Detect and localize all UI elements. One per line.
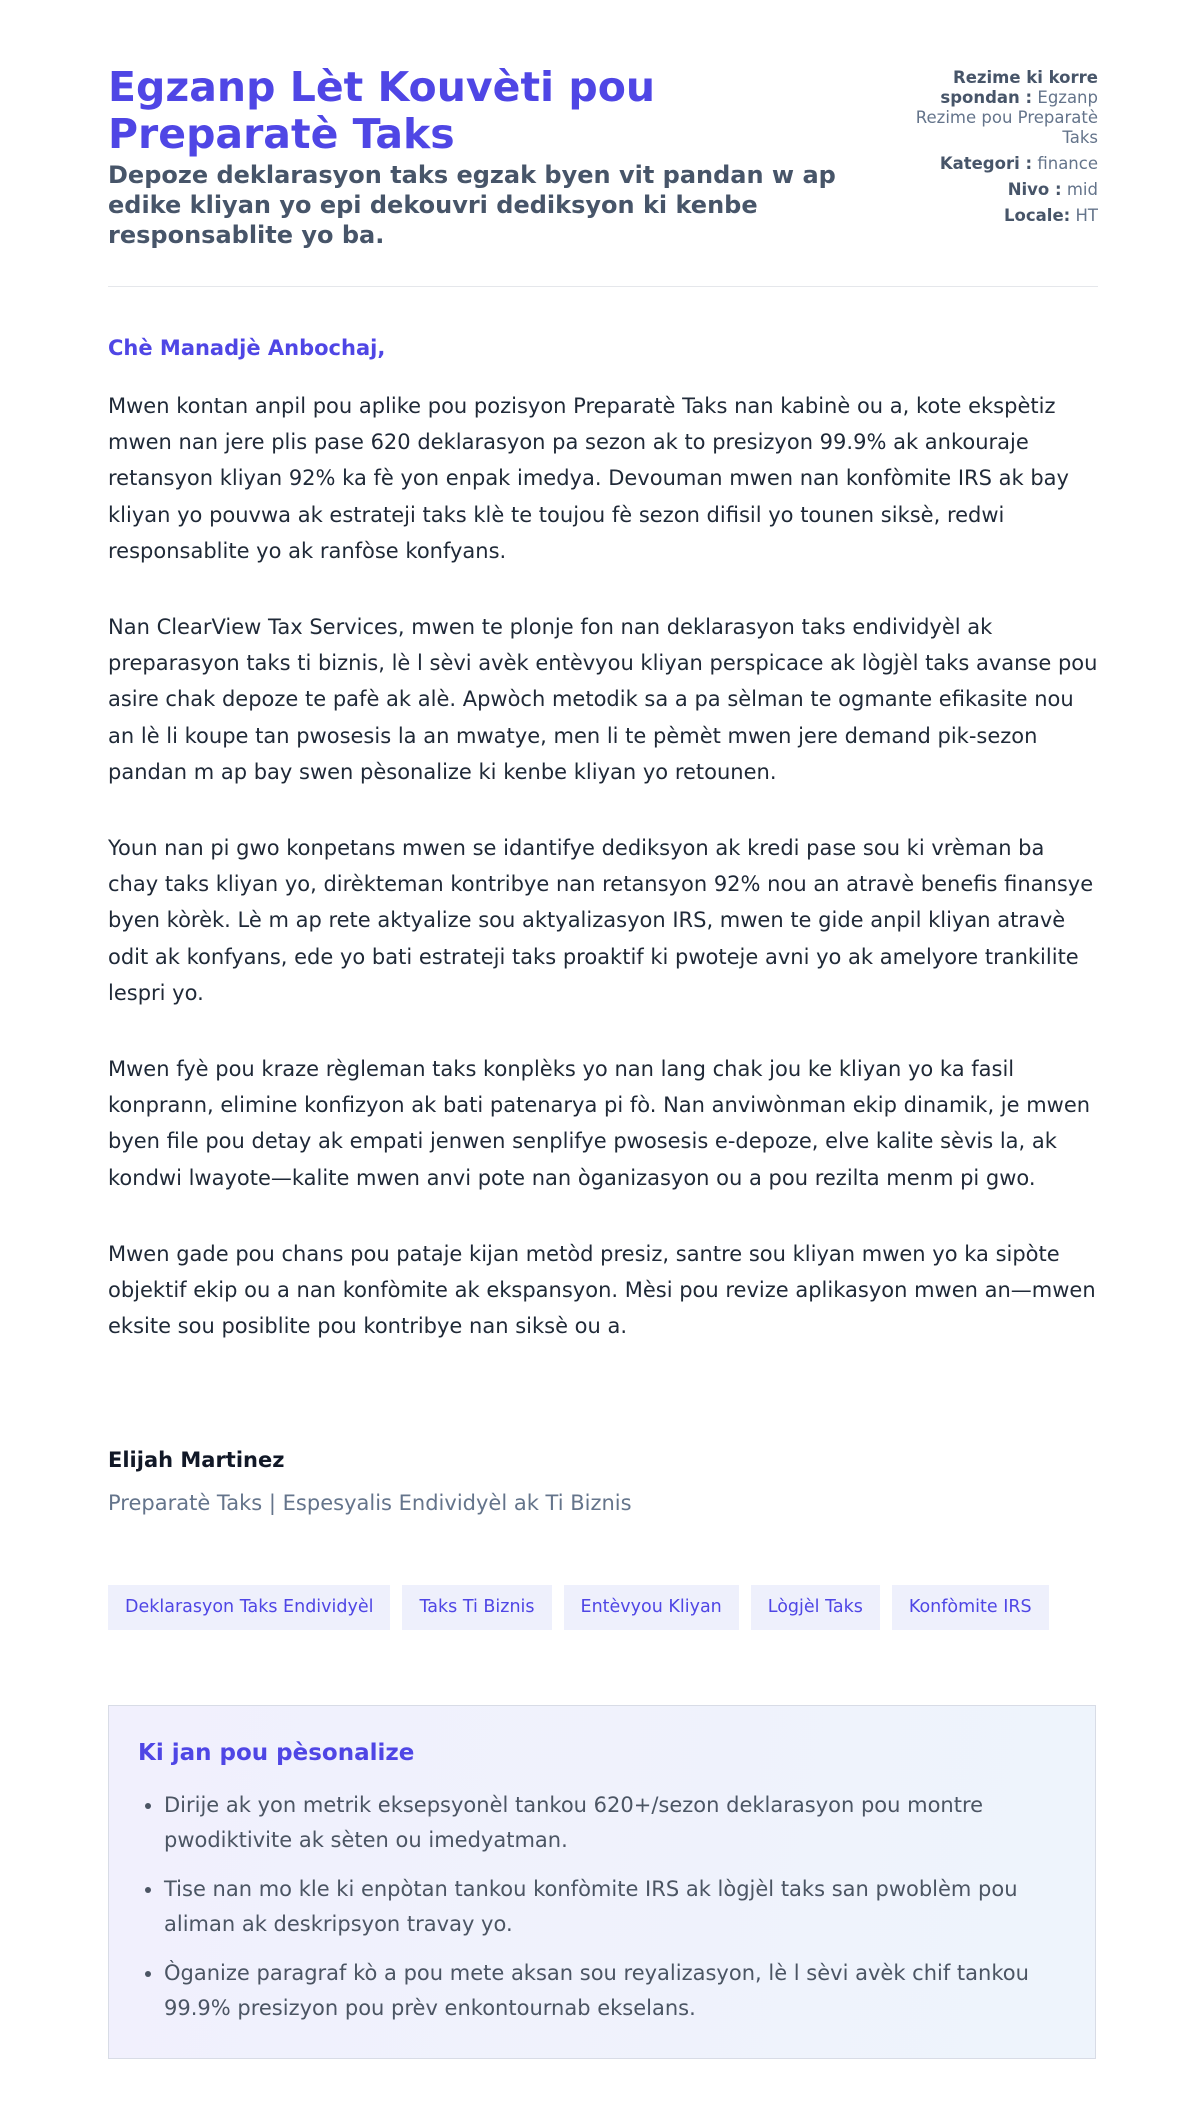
letter-paragraph: Mwen kontan anpil pou aplike pou pozisyon Preparatè Taks nan kabinè ou a, kote ekspètiz mwen nan jere plis pase 620 deklarasyon pa sezon ak to presizyon 99.9% ak ankouraje retansyon kliyan 92% ka fè yon enpak imedya. Devouman mwen nan konfòmite IRS ak bay kliyan yo pouvwa ak estrateji taks klè te toujou fè sezon difisil yo tounen siksè, redwi responsablite yo ak ranfòse konfyans. bbox=[108, 394, 1069, 563]
customization-tips-box bbox=[108, 1705, 1096, 2059]
meta-locale-value: HT bbox=[1075, 206, 1098, 225]
letter-paragraph: Mwen gade pou chans pou pataje kijan metòd presiz, santre sou kliyan mwen yo ka sipòte objektif ekip ou a nan konfòmite ak ekspansyon. Mèsi pou revize aplikasyon mwen an—mwen eksite sou posiblite pou kontribye nan siksè ou a. bbox=[108, 1241, 1096, 1339]
skill-tag: Entèvyou Kliyan bbox=[564, 1585, 739, 1630]
tip-item: • Òganize paragraf kò a pou mete aksan sou reyalizasyon, lè l sèvi avèk chif tankou 99.9% presizyon pou prèv enkontournab ekselans. bbox=[164, 1956, 1064, 2026]
tip-item: • Dirije ak yon metrik eksepsyonèl tankou 620+/sezon deklarasyon pou montre pwodiktivite ak sèten ou imedyatman. bbox=[164, 1788, 1064, 1858]
meta-level bbox=[888, 180, 1098, 200]
meta-summary bbox=[888, 68, 1098, 148]
skill-tag: Taks Ti Biznis bbox=[402, 1585, 551, 1630]
page-title: Egzanp Lèt Kouvèti pou Preparatè Taks bbox=[108, 63, 656, 158]
tips-list bbox=[138, 1788, 1064, 2040]
letter-body bbox=[108, 388, 1100, 1384]
meta-category-label: Kategori : bbox=[939, 154, 1033, 173]
letter-paragraph: Nan ClearView Tax Services, mwen te plonje fon nan deklarasyon taks endividyèl ak preparasyon taks ti biznis, lè l sèvi avèk entèvyou kliyan perspicace ak lògjèl taks avanse pou asire chak depoze te pafè ak alè. Apwòch metodik sa a pa sèlman te ogmante efikasite nou an lè li koupe tan pwosesis la an mwatye, men li te pèmèt mwen jere demand pik-sezon pandan m ap bay swen pèsonalize ki kenbe kliyan yo retounen. bbox=[108, 615, 1098, 784]
signature-name: Elijah Martinez bbox=[108, 1448, 285, 1472]
meta-level-value: mid bbox=[1066, 180, 1098, 199]
tip-item: • Tise nan mo kle ki enpòtan tankou konfòmite IRS ak lògjèl taks san pwoblèm pou aliman ak deskripsyon travay yo. bbox=[164, 1872, 1064, 1942]
meta-level-label: Nivo : bbox=[1007, 180, 1062, 199]
letter-paragraph: Youn nan pi gwo konpetans mwen se idantifye dediksyon ak kredi pase sou ki vrèman ba chay taks kliyan yo, dirèkteman kontribye nan retansyon 92% nou an atravè benefis finansye byen kòrèk. Lè m ap rete aktyalize sou aktyalizasyon IRS, mwen te gide anpil kliyan atravè odit ak konfyans, ede yo bati estrateji taks proaktif ki pwoteje avni yo ak amelyore trankilite lespri yo. bbox=[108, 836, 1094, 1005]
skill-tags bbox=[108, 1585, 1049, 1630]
skill-tag: Deklarasyon Taks Endividyèl bbox=[108, 1585, 390, 1630]
meta-panel bbox=[888, 68, 1098, 232]
signature-title: Preparatè Taks | Espesyalis Endividyèl ak Ti Biznis bbox=[108, 1491, 632, 1515]
letter-paragraph: Mwen fyè pou kraze règleman taks konplèks yo nan lang chak jou ke kliyan yo ka fasil konprann, elimine konfizyon ak bati patenarya pi fò. Nan anviwònman ekip dinamik, je mwen byen file pou detay ak empati jenwen senplifye pwosesis e-depoze, elve kalite sèvis la, ak kondwi lwayote—kalite mwen anvi pote nan òganizasyon ou a pou rezilta menm pi gwo. bbox=[108, 1057, 1091, 1190]
letter-greeting: Chè Manadjè Anbochaj, bbox=[108, 336, 386, 360]
tips-title: Ki jan pou pèsonalize bbox=[138, 1740, 415, 1766]
meta-locale bbox=[888, 206, 1098, 226]
meta-locale-label: Locale: bbox=[1004, 206, 1071, 225]
page-subtitle: Depoze deklarasyon taks egzak byen vit pandan w ap edike kliyan yo epi dekouvri dediksyon ki kenbe responsablite yo ba. bbox=[108, 161, 836, 249]
skill-tag: Lògjèl Taks bbox=[751, 1585, 880, 1630]
meta-category bbox=[888, 154, 1098, 174]
header-divider bbox=[108, 286, 1098, 287]
meta-summary-value: Egzanp Rezime pou Preparatè Taks bbox=[915, 88, 1098, 147]
skill-tag: Konfòmite IRS bbox=[892, 1585, 1049, 1630]
meta-summary-label: Rezime ki korre spondan : bbox=[940, 68, 1098, 107]
meta-category-value: finance bbox=[1037, 154, 1098, 173]
